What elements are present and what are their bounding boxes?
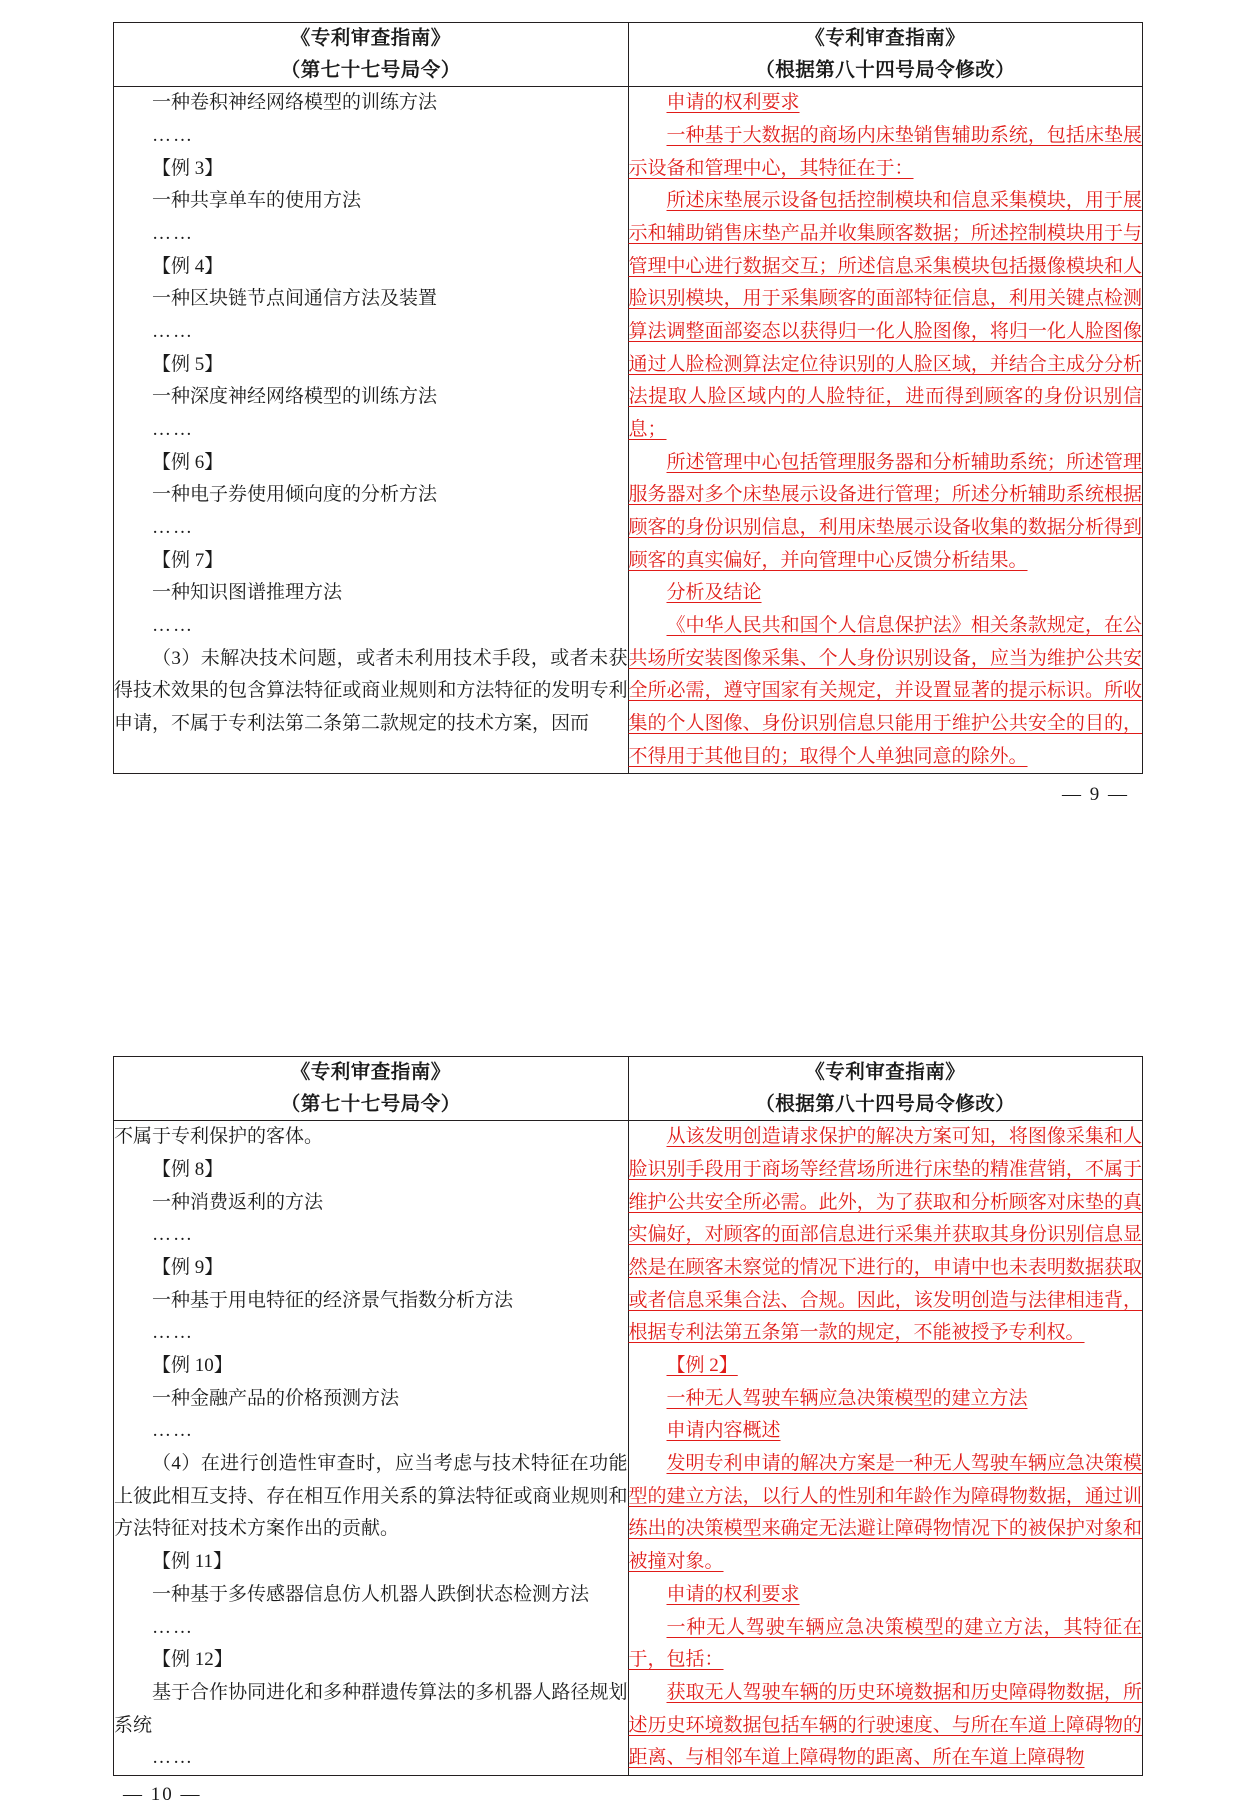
column-header-original-line2: （第七十七号局令） (280, 1093, 461, 1115)
example-label: 【例 12】 (152, 1649, 233, 1671)
comparison-table-page-10 (113, 1056, 1143, 1776)
ellipsis-line: …… (152, 614, 194, 636)
ellipsis-line: …… (152, 1224, 194, 1246)
paragraph: 一种知识图谱推理方法 (152, 582, 343, 604)
ellipsis-line: …… (152, 320, 194, 342)
ellipsis-line: …… (152, 1420, 194, 1442)
paragraph: 一种区块链节点间通信方法及装置 (152, 288, 438, 310)
column-header-original (114, 1057, 629, 1121)
paragraph: 一种深度神经网络模型的训练方法 (152, 386, 438, 408)
column-header-revised-line1: 《专利审查指南》 (805, 1062, 966, 1084)
example-label: 【例 8】 (152, 1159, 224, 1181)
page-number-10: — 10 — (123, 1783, 202, 1805)
example-label: 【例 3】 (152, 157, 224, 179)
cell-original-page-9 (114, 87, 629, 774)
paragraph: 一种电子券使用倾向度的分析方法 (152, 484, 438, 506)
paragraph: （4）在进行创造性审查时，应当考虑与技术特征在功能上彼此相互支持、存在相互作用关系的算法特征或商业规则和方法特征对技术方案作出的贡献。 (114, 1453, 628, 1540)
example-label: 【例 6】 (152, 451, 224, 473)
example-label: 【例 7】 (152, 549, 224, 571)
comparison-sheet-page-9 (113, 0, 1143, 806)
revision-heading: 申请内容概述 (666, 1420, 781, 1442)
example-label: 【例 11】 (152, 1551, 233, 1573)
ellipsis-line: …… (152, 418, 194, 440)
revision-heading: 申请的权利要求 (666, 1583, 800, 1605)
paragraph: 基于合作协同进化和多种群遗传算法的多机器人路径规划系统 (114, 1681, 628, 1736)
revision-paragraph: 所述床垫展示设备包括控制模块和信息采集模块，用于展示和辅助销售床垫产品并收集顾客数据；所述控制模块用于与管理中心进行数据交互；所述信息采集模块包括摄像模块和人脸识别模块，用于采集顾客的面部特征信息，利用关键点检测算法调整面部姿态以获得归一化人脸图像，将归一化人脸图像通过人脸检测算法定位待识别的人脸区域，并结合主成分分析法提取人脸区域内的人脸特征，进而得到顾客的身份识别信息； (628, 190, 1142, 440)
ellipsis-line: …… (152, 1322, 194, 1344)
column-header-revised-line2: （根据第八十四号局令修改） (755, 59, 1016, 81)
revision-paragraph: 一种无人驾驶车辆应急决策模型的建立方法，其特征在于，包括： (628, 1616, 1142, 1671)
table-header-row (114, 23, 1143, 87)
table-content-row (114, 87, 1143, 774)
paragraph: 一种基于多传感器信息仿人机器人跌倒状态检测方法 (152, 1583, 590, 1605)
ellipsis-line: …… (152, 1616, 194, 1638)
ellipsis-line: …… (152, 1747, 194, 1769)
paragraph: （3）未解决技术问题，或者未利用技术手段，或者未获得技术效果的包含算法特征或商业规则和方法特征的发明专利申请，不属于专利法第二条第二款规定的技术方案，因而 (114, 647, 628, 734)
revision-heading: 分析及结论 (666, 582, 762, 604)
comparison-table-page-9 (113, 22, 1143, 774)
table-content-row (114, 1121, 1143, 1775)
column-header-revised-line1: 《专利审查指南》 (805, 28, 966, 49)
revision-example-label: 【例 2】 (666, 1355, 738, 1377)
example-label: 【例 4】 (152, 255, 224, 277)
cell-revised-page-10 (628, 1121, 1143, 1775)
column-header-original-line1: 《专利审查指南》 (290, 1062, 451, 1084)
revision-paragraph: 发明专利申请的解决方案是一种无人驾驶车辆应急决策模型的建立方法，以行人的性别和年龄作为障碍物数据，通过训练出的决策模型来确定无法避让障碍物情况下的被保护对象和被撞对象。 (628, 1453, 1142, 1573)
revision-paragraph: 从该发明创造请求保护的解决方案可知，将图像采集和人脸识别手段用于商场等经营场所进行床垫的精准营销，不属于维护公共安全所必需。此外，为了获取和分析顾客对床垫的真实偏好，对顾客的面部信息进行采集并获取其身份识别信息显然是在顾客未察觉的情况下进行的，申请中也未表明数据获取或者信息采集合法、合规。因此，该发明创造与法律相违背，根据专利法第五条第一款的规定，不能被授予专利权。 (628, 1126, 1142, 1344)
column-header-original (114, 23, 629, 87)
column-header-revised-line2: （根据第八十四号局令修改） (755, 1093, 1016, 1115)
revision-paragraph: 一种基于大数据的商场内床垫销售辅助系统，包括床垫展示设备和管理中心，其特征在于： (628, 124, 1142, 179)
cell-revised-page-9 (628, 87, 1143, 774)
ellipsis-line: …… (152, 222, 194, 244)
example-label: 【例 10】 (152, 1355, 233, 1377)
table-header-row (114, 1057, 1143, 1121)
page-break-gap (0, 806, 1256, 976)
example-label: 【例 5】 (152, 353, 224, 375)
column-header-revised (628, 1057, 1143, 1121)
column-header-original-line2: （第七十七号局令） (280, 59, 461, 81)
cell-original-page-10 (114, 1121, 629, 1775)
column-header-revised (628, 23, 1143, 87)
comparison-sheet-page-10 (113, 976, 1143, 1806)
example-label: 【例 9】 (152, 1257, 224, 1279)
revision-paragraph: 《中华人民共和国个人信息保护法》相关条款规定，在公共场所安装图像采集、个人身份识别设备，应当为维护公共安全所必需，遵守国家有关规定，并设置显著的提示标识。所收集的个人图像、身份识别信息只能用于维护公共安全的目的，不得用于其他目的；取得个人单独同意的除外。 (628, 614, 1142, 767)
ellipsis-line: …… (152, 124, 194, 146)
ellipsis-line: …… (152, 516, 194, 538)
page-number-9: — 9 — (1062, 784, 1129, 806)
paragraph: 一种消费返利的方法 (152, 1191, 324, 1213)
revision-paragraph: 一种无人驾驶车辆应急决策模型的建立方法 (666, 1387, 1028, 1409)
paragraph: 不属于专利保护的客体。 (114, 1126, 324, 1148)
paragraph: 一种金融产品的价格预测方法 (152, 1387, 400, 1409)
revision-paragraph: 获取无人驾驶车辆的历史环境数据和历史障碍物数据，所述历史环境数据包括车辆的行驶速度、与所在车道上障碍物的距离、与相邻车道上障碍物的距离、所在车道上障碍物 (628, 1681, 1142, 1769)
revision-paragraph: 所述管理中心包括管理服务器和分析辅助系统；所述管理服务器对多个床垫展示设备进行管理；所述分析辅助系统根据顾客的身份识别信息，利用床垫展示设备收集的数据分析得到顾客的真实偏好，并向管理中心反馈分析结果。 (628, 451, 1142, 571)
paragraph: 一种卷积神经网络模型的训练方法 (152, 92, 438, 114)
column-header-original-line1: 《专利审查指南》 (290, 28, 451, 49)
revision-heading: 申请的权利要求 (666, 92, 800, 114)
paragraph: 一种共享单车的使用方法 (152, 190, 362, 212)
paragraph: 一种基于用电特征的经济景气指数分析方法 (152, 1289, 514, 1311)
